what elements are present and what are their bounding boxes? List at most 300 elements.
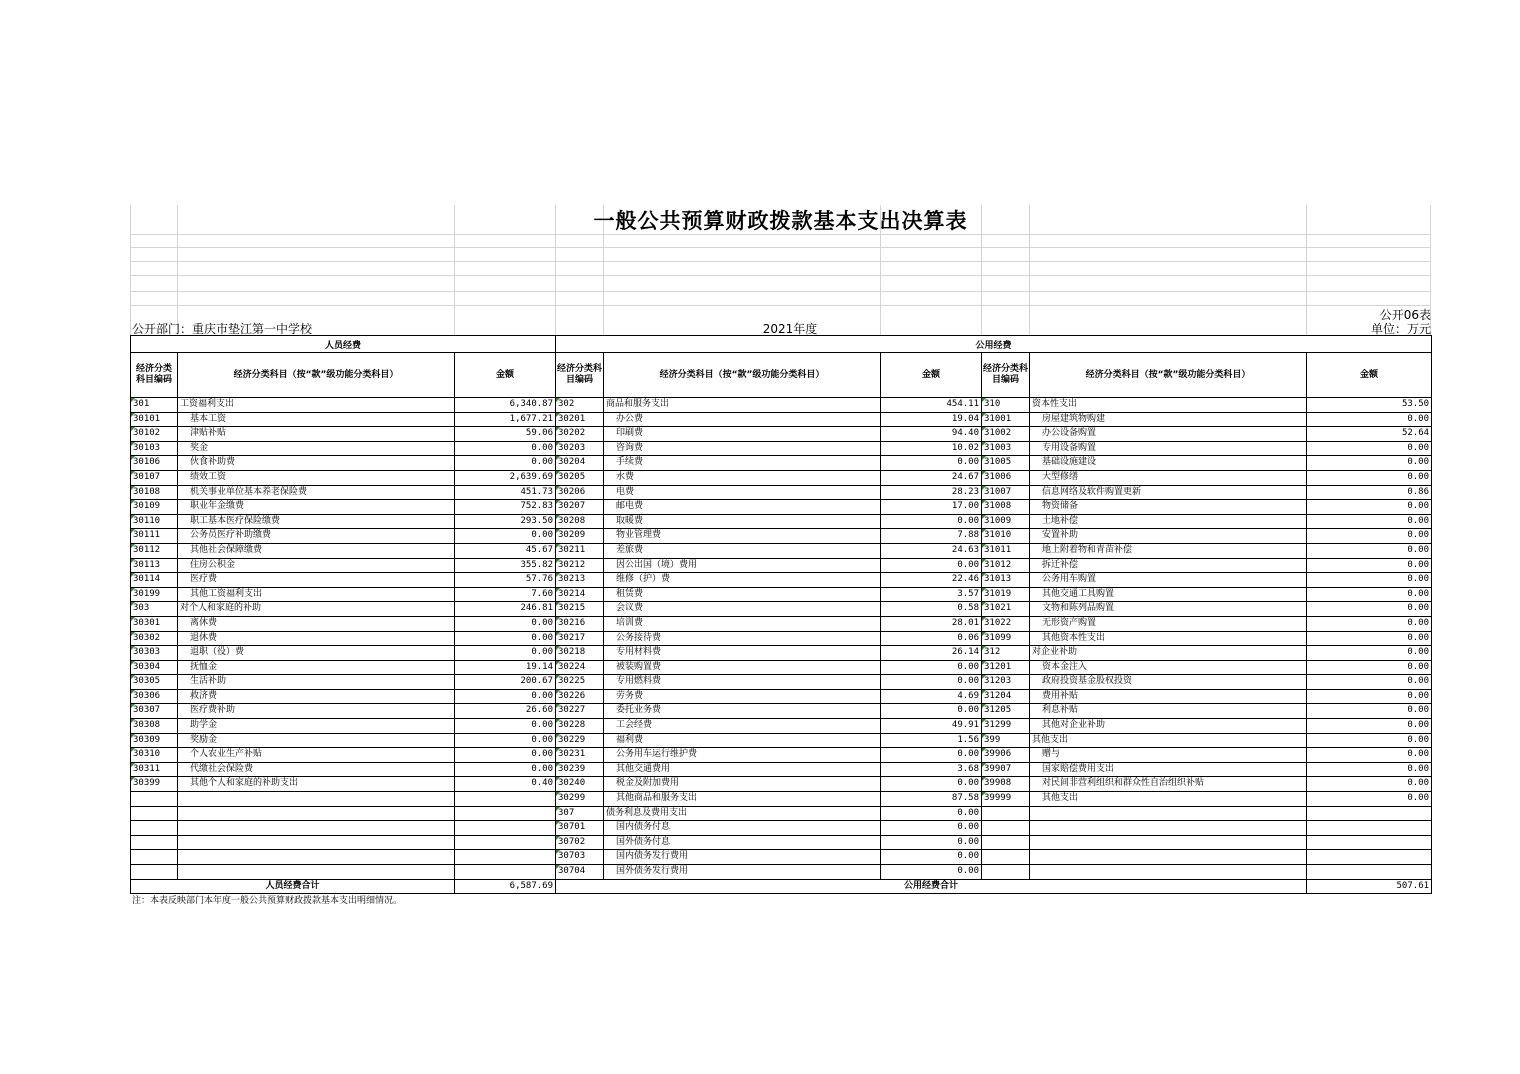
code-cell: 31299 (982, 719, 1030, 734)
amount-cell: 0.00 (881, 865, 982, 880)
code-cell: 31022 (982, 616, 1030, 631)
code-cell: 310 (982, 398, 1030, 413)
code-cell: 30211 (556, 543, 604, 558)
name-cell: 办公费 (604, 412, 881, 427)
amount-cell: 0.40 (455, 777, 556, 792)
name-cell: 政府投资基金股权投资 (1030, 675, 1307, 690)
amount-cell: 0.00 (455, 529, 556, 544)
code-cell: 31021 (982, 602, 1030, 617)
table-row (131, 850, 1432, 865)
amount-cell: 0.00 (881, 777, 982, 792)
name-cell: 退职（役）费 (178, 646, 455, 661)
amount-cell (455, 821, 556, 836)
code-cell: 30215 (556, 602, 604, 617)
amount-cell: 87.58 (881, 792, 982, 807)
table-row (131, 529, 1432, 544)
code-cell: 30216 (556, 616, 604, 631)
amount-cell: 0.00 (881, 660, 982, 675)
amount-cell: 451.73 (455, 485, 556, 500)
amount-cell: 0.00 (881, 675, 982, 690)
amount-cell (1307, 865, 1432, 880)
name-cell: 国外债务发行费用 (604, 865, 881, 880)
name-cell: 其他工资福利支出 (178, 587, 455, 602)
column-header-row (131, 353, 1432, 398)
amount-cell: 0.00 (1307, 719, 1432, 734)
table-row (131, 792, 1432, 807)
amount-cell: 0.00 (455, 616, 556, 631)
name-cell: 机关事业单位基本养老保险费 (178, 485, 455, 500)
code-cell: 30101 (131, 412, 178, 427)
code-cell: 31203 (982, 675, 1030, 690)
table-row (131, 675, 1432, 690)
name-cell: 职工基本医疗保险缴费 (178, 514, 455, 529)
code-cell: 30311 (131, 762, 178, 777)
table-row (131, 485, 1432, 500)
amount-cell: 0.58 (881, 602, 982, 617)
name-cell: 助学金 (178, 719, 455, 734)
amount-cell: 4.69 (881, 689, 982, 704)
name-cell: 基本工资 (178, 412, 455, 427)
table-row (131, 441, 1432, 456)
name-cell: 住房公积金 (178, 558, 455, 573)
name-cell: 商品和服务支出 (604, 398, 881, 413)
table-row (131, 762, 1432, 777)
code-cell: 312 (982, 646, 1030, 661)
name-cell: 公务员医疗补助缴费 (178, 529, 455, 544)
name-cell: 离休费 (178, 616, 455, 631)
name-cell (178, 850, 455, 865)
amount-cell: 0.00 (1307, 514, 1432, 529)
name-cell: 印刷费 (604, 427, 881, 442)
code-cell: 30310 (131, 748, 178, 763)
code-cell: 30108 (131, 485, 178, 500)
name-cell: 伙食补助费 (178, 456, 455, 471)
amount-cell: 3.57 (881, 587, 982, 602)
amount-cell: 0.00 (1307, 412, 1432, 427)
name-cell: 专用燃料费 (604, 675, 881, 690)
name-cell: 救济费 (178, 689, 455, 704)
amount-cell: 0.00 (881, 835, 982, 850)
name-cell: 无形资产购置 (1030, 616, 1307, 631)
amount-cell: 0.00 (881, 514, 982, 529)
amount-cell: 24.63 (881, 543, 982, 558)
code-cell: 39999 (982, 792, 1030, 807)
amount-cell: 7.60 (455, 587, 556, 602)
code-cell: 31013 (982, 573, 1030, 588)
amount-cell: 2,639.69 (455, 470, 556, 485)
table-row (131, 821, 1432, 836)
name-cell (1030, 865, 1307, 880)
name-cell: 对民间非营利组织和群众性自治组织补贴 (1030, 777, 1307, 792)
amount-cell: 0.00 (1307, 748, 1432, 763)
name-cell: 其他资本性支出 (1030, 631, 1307, 646)
code-cell: 31006 (982, 470, 1030, 485)
amount-cell: 0.00 (1307, 792, 1432, 807)
name-cell (178, 792, 455, 807)
name-cell: 文物和陈列品购置 (1030, 602, 1307, 617)
amount-cell (455, 865, 556, 880)
col-amount-header: 金额 (455, 353, 556, 398)
amount-cell: 0.00 (1307, 675, 1432, 690)
code-cell: 30213 (556, 573, 604, 588)
amount-cell: 94.40 (881, 427, 982, 442)
code-cell (982, 835, 1030, 850)
amount-cell: 57.76 (455, 573, 556, 588)
name-cell: 公务用车运行维护费 (604, 748, 881, 763)
table-row (131, 719, 1432, 734)
name-cell: 资本性支出 (1030, 398, 1307, 413)
code-cell: 39906 (982, 748, 1030, 763)
code-cell: 30308 (131, 719, 178, 734)
amount-cell: 0.00 (1307, 500, 1432, 515)
name-cell: 国外债务付息 (604, 835, 881, 850)
code-cell: 31001 (982, 412, 1030, 427)
amount-cell: 0.00 (1307, 616, 1432, 631)
page-title: 一般公共预算财政拨款基本支出决算表 (593, 209, 968, 233)
department-label: 公开部门：重庆市垫江第一中学校 (132, 322, 313, 336)
table-row (131, 456, 1432, 471)
amount-cell: 0.00 (1307, 456, 1432, 471)
expenditure-table (130, 335, 1432, 894)
code-cell (131, 850, 178, 865)
col-code-header: 经济分类科目编码 (131, 353, 178, 398)
amount-cell: 49.91 (881, 719, 982, 734)
amount-cell: 246.81 (455, 602, 556, 617)
amount-cell: 0.00 (1307, 631, 1432, 646)
name-cell: 绩效工资 (178, 470, 455, 485)
code-cell: 30109 (131, 500, 178, 515)
table-row (131, 602, 1432, 617)
code-cell: 30103 (131, 441, 178, 456)
code-cell: 30702 (556, 835, 604, 850)
amount-cell (1307, 821, 1432, 836)
name-cell: 安置补助 (1030, 529, 1307, 544)
code-cell: 30227 (556, 704, 604, 719)
code-cell: 30106 (131, 456, 178, 471)
amount-cell: 0.00 (455, 646, 556, 661)
budget-sheet (130, 205, 1431, 908)
name-cell: 地上附着物和青苗补偿 (1030, 543, 1307, 558)
amount-cell: 24.67 (881, 470, 982, 485)
code-cell: 30202 (556, 427, 604, 442)
amount-cell: 454.11 (881, 398, 982, 413)
name-cell: 工会经费 (604, 719, 881, 734)
amount-cell: 0.00 (455, 441, 556, 456)
code-cell: 30201 (556, 412, 604, 427)
code-cell: 30307 (131, 704, 178, 719)
name-cell: 咨询费 (604, 441, 881, 456)
amount-cell: 17.00 (881, 500, 982, 515)
col-name-header: 经济分类科目（按“款”级功能分类科目） (1030, 353, 1307, 398)
amount-cell: 0.00 (881, 748, 982, 763)
table-row (131, 631, 1432, 646)
name-cell: 税金及附加费用 (604, 777, 881, 792)
public-section-header: 公用经费 (556, 336, 1432, 353)
amount-cell (1307, 850, 1432, 865)
name-cell: 其他支出 (1030, 792, 1307, 807)
name-cell: 水费 (604, 470, 881, 485)
col-code-header: 经济分类科目编码 (982, 353, 1030, 398)
amount-cell: 0.00 (881, 704, 982, 719)
amount-cell: 0.00 (455, 456, 556, 471)
amount-cell: 0.00 (881, 806, 982, 821)
name-cell: 信息网络及软件购置更新 (1030, 485, 1307, 500)
amount-cell: 0.00 (881, 821, 982, 836)
code-cell: 30110 (131, 514, 178, 529)
amount-cell: 0.00 (1307, 441, 1432, 456)
amount-cell (455, 850, 556, 865)
amount-cell: 0.00 (455, 689, 556, 704)
name-cell: 维修（护）费 (604, 573, 881, 588)
code-cell: 31010 (982, 529, 1030, 544)
amount-cell: 0.00 (455, 719, 556, 734)
amount-cell: 1.56 (881, 733, 982, 748)
code-cell: 30701 (556, 821, 604, 836)
amount-cell: 355.82 (455, 558, 556, 573)
name-cell: 个人农业生产补贴 (178, 748, 455, 763)
code-cell: 31019 (982, 587, 1030, 602)
code-cell: 30228 (556, 719, 604, 734)
table-row (131, 616, 1432, 631)
code-cell: 30114 (131, 573, 178, 588)
amount-cell: 0.00 (1307, 689, 1432, 704)
code-cell: 30305 (131, 675, 178, 690)
name-cell (1030, 821, 1307, 836)
code-cell: 30218 (556, 646, 604, 661)
col-code-header: 经济分类科目编码 (556, 353, 604, 398)
code-cell: 302 (556, 398, 604, 413)
amount-cell: 59.06 (455, 427, 556, 442)
code-cell: 31003 (982, 441, 1030, 456)
code-cell: 30212 (556, 558, 604, 573)
name-cell: 电费 (604, 485, 881, 500)
name-cell: 取暖费 (604, 514, 881, 529)
code-cell (131, 806, 178, 821)
amount-cell: 0.00 (1307, 529, 1432, 544)
table-row (131, 704, 1432, 719)
name-cell: 代缴社会保险费 (178, 762, 455, 777)
amount-cell: 26.60 (455, 704, 556, 719)
amount-cell: 22.46 (881, 573, 982, 588)
code-cell: 39907 (982, 762, 1030, 777)
amount-cell: 0.00 (455, 631, 556, 646)
amount-cell: 19.14 (455, 660, 556, 675)
form-number: 公开06表 (1379, 308, 1431, 322)
col-amount-header: 金额 (1307, 353, 1432, 398)
amount-cell: 0.06 (881, 631, 982, 646)
code-cell: 30217 (556, 631, 604, 646)
code-cell: 399 (982, 733, 1030, 748)
code-cell: 30206 (556, 485, 604, 500)
name-cell: 国家赔偿费用支出 (1030, 762, 1307, 777)
table-note: 注：本表反映部门本年度一般公共预算财政拨款基本支出明细情况。 (132, 896, 403, 907)
name-cell: 对个人和家庭的补助 (178, 602, 455, 617)
code-cell (982, 865, 1030, 880)
table-row (131, 646, 1432, 661)
amount-cell: 0.00 (881, 456, 982, 471)
col-name-header: 经济分类科目（按“款”级功能分类科目） (178, 353, 455, 398)
amount-cell: 52.64 (1307, 427, 1432, 442)
amount-cell (455, 792, 556, 807)
code-cell: 31002 (982, 427, 1030, 442)
name-cell: 培训费 (604, 616, 881, 631)
code-cell (131, 792, 178, 807)
amount-cell: 200.67 (455, 675, 556, 690)
code-cell: 30209 (556, 529, 604, 544)
name-cell: 会议费 (604, 602, 881, 617)
table-row (131, 835, 1432, 850)
name-cell (1030, 835, 1307, 850)
name-cell (178, 806, 455, 821)
amount-cell: 0.00 (881, 558, 982, 573)
code-cell: 30239 (556, 762, 604, 777)
name-cell: 邮电费 (604, 500, 881, 515)
name-cell: 劳务费 (604, 689, 881, 704)
name-cell: 工资福利支出 (178, 398, 455, 413)
code-cell: 31009 (982, 514, 1030, 529)
amount-cell: 0.00 (1307, 704, 1432, 719)
col-name-header: 经济分类科目（按“款”级功能分类科目） (604, 353, 881, 398)
amount-cell: 0.00 (455, 733, 556, 748)
code-cell (131, 865, 178, 880)
amount-cell: 0.00 (1307, 762, 1432, 777)
name-cell: 福利费 (604, 733, 881, 748)
year-label: 2021年度 (762, 322, 818, 336)
table-row (131, 865, 1432, 880)
code-cell: 39908 (982, 777, 1030, 792)
name-cell: 专用材料费 (604, 646, 881, 661)
name-cell: 土地补偿 (1030, 514, 1307, 529)
table-row (131, 543, 1432, 558)
name-cell: 资本金注入 (1030, 660, 1307, 675)
amount-cell: 0.86 (1307, 485, 1432, 500)
table-row (131, 689, 1432, 704)
name-cell: 医疗费补助 (178, 704, 455, 719)
name-cell (1030, 850, 1307, 865)
name-cell: 差旅费 (604, 543, 881, 558)
code-cell: 31099 (982, 631, 1030, 646)
name-cell (178, 821, 455, 836)
table-row (131, 777, 1432, 792)
code-cell: 30113 (131, 558, 178, 573)
name-cell: 其他支出 (1030, 733, 1307, 748)
table-row (131, 500, 1432, 515)
amount-cell: 53.50 (1307, 398, 1432, 413)
amount-cell: 0.00 (1307, 543, 1432, 558)
amount-cell: 0.00 (1307, 470, 1432, 485)
amount-cell: 0.00 (1307, 558, 1432, 573)
code-cell (131, 835, 178, 850)
personnel-section-header: 人员经费 (131, 336, 556, 353)
code-cell: 30225 (556, 675, 604, 690)
name-cell: 公务用车购置 (1030, 573, 1307, 588)
name-cell: 医疗费 (178, 573, 455, 588)
name-cell: 专用设备购置 (1030, 441, 1307, 456)
amount-cell: 0.00 (455, 748, 556, 763)
amount-cell: 0.00 (1307, 602, 1432, 617)
table-row (131, 427, 1432, 442)
name-cell: 费用补贴 (1030, 689, 1307, 704)
name-cell: 债务利息及费用支出 (604, 806, 881, 821)
code-cell: 30207 (556, 500, 604, 515)
code-cell: 30302 (131, 631, 178, 646)
amount-cell: 3.68 (881, 762, 982, 777)
name-cell: 物资储备 (1030, 500, 1307, 515)
code-cell: 31005 (982, 456, 1030, 471)
code-cell: 30208 (556, 514, 604, 529)
name-cell (178, 865, 455, 880)
unit-label: 单位：万元 (1370, 322, 1431, 336)
name-cell: 奖励金 (178, 733, 455, 748)
amount-cell (1307, 835, 1432, 850)
name-cell: 公务接待费 (604, 631, 881, 646)
code-cell: 303 (131, 602, 178, 617)
name-cell: 职业年金缴费 (178, 500, 455, 515)
name-cell (1030, 806, 1307, 821)
personnel-total-label: 人员经费合计 (131, 879, 455, 894)
amount-cell (1307, 806, 1432, 821)
table-row (131, 660, 1432, 675)
name-cell: 委托业务费 (604, 704, 881, 719)
code-cell: 30112 (131, 543, 178, 558)
amount-cell: 0.00 (455, 762, 556, 777)
code-cell: 30301 (131, 616, 178, 631)
code-cell: 30304 (131, 660, 178, 675)
amount-cell: 0.00 (1307, 646, 1432, 661)
amount-cell: 1,677.21 (455, 412, 556, 427)
name-cell: 其他个人和家庭的补助支出 (178, 777, 455, 792)
table-row (131, 573, 1432, 588)
code-cell: 307 (556, 806, 604, 821)
table-row (131, 398, 1432, 413)
code-cell: 30231 (556, 748, 604, 763)
name-cell: 奖金 (178, 441, 455, 456)
code-cell: 30204 (556, 456, 604, 471)
code-cell: 30224 (556, 660, 604, 675)
sheet-header-area (130, 205, 1431, 335)
code-cell: 30306 (131, 689, 178, 704)
amount-cell (455, 835, 556, 850)
code-cell (982, 806, 1030, 821)
code-cell: 31205 (982, 704, 1030, 719)
code-cell (982, 821, 1030, 836)
name-cell: 大型修缮 (1030, 470, 1307, 485)
name-cell: 抚恤金 (178, 660, 455, 675)
name-cell: 其他交通工具购置 (1030, 587, 1307, 602)
name-cell: 物业管理费 (604, 529, 881, 544)
name-cell: 基础设施建设 (1030, 456, 1307, 471)
table-row (131, 748, 1432, 763)
code-cell: 30226 (556, 689, 604, 704)
name-cell: 租赁费 (604, 587, 881, 602)
code-cell: 30309 (131, 733, 178, 748)
amount-cell: 28.23 (881, 485, 982, 500)
name-cell: 对企业补助 (1030, 646, 1307, 661)
name-cell: 生活补助 (178, 675, 455, 690)
name-cell: 利息补贴 (1030, 704, 1307, 719)
name-cell: 办公设备购置 (1030, 427, 1307, 442)
amount-cell: 293.50 (455, 514, 556, 529)
code-cell: 30299 (556, 792, 604, 807)
code-cell: 30214 (556, 587, 604, 602)
name-cell: 退休费 (178, 631, 455, 646)
code-cell (982, 850, 1030, 865)
table-row (131, 412, 1432, 427)
amount-cell: 28.01 (881, 616, 982, 631)
code-cell: 30203 (556, 441, 604, 456)
code-cell: 30199 (131, 587, 178, 602)
code-cell: 30102 (131, 427, 178, 442)
